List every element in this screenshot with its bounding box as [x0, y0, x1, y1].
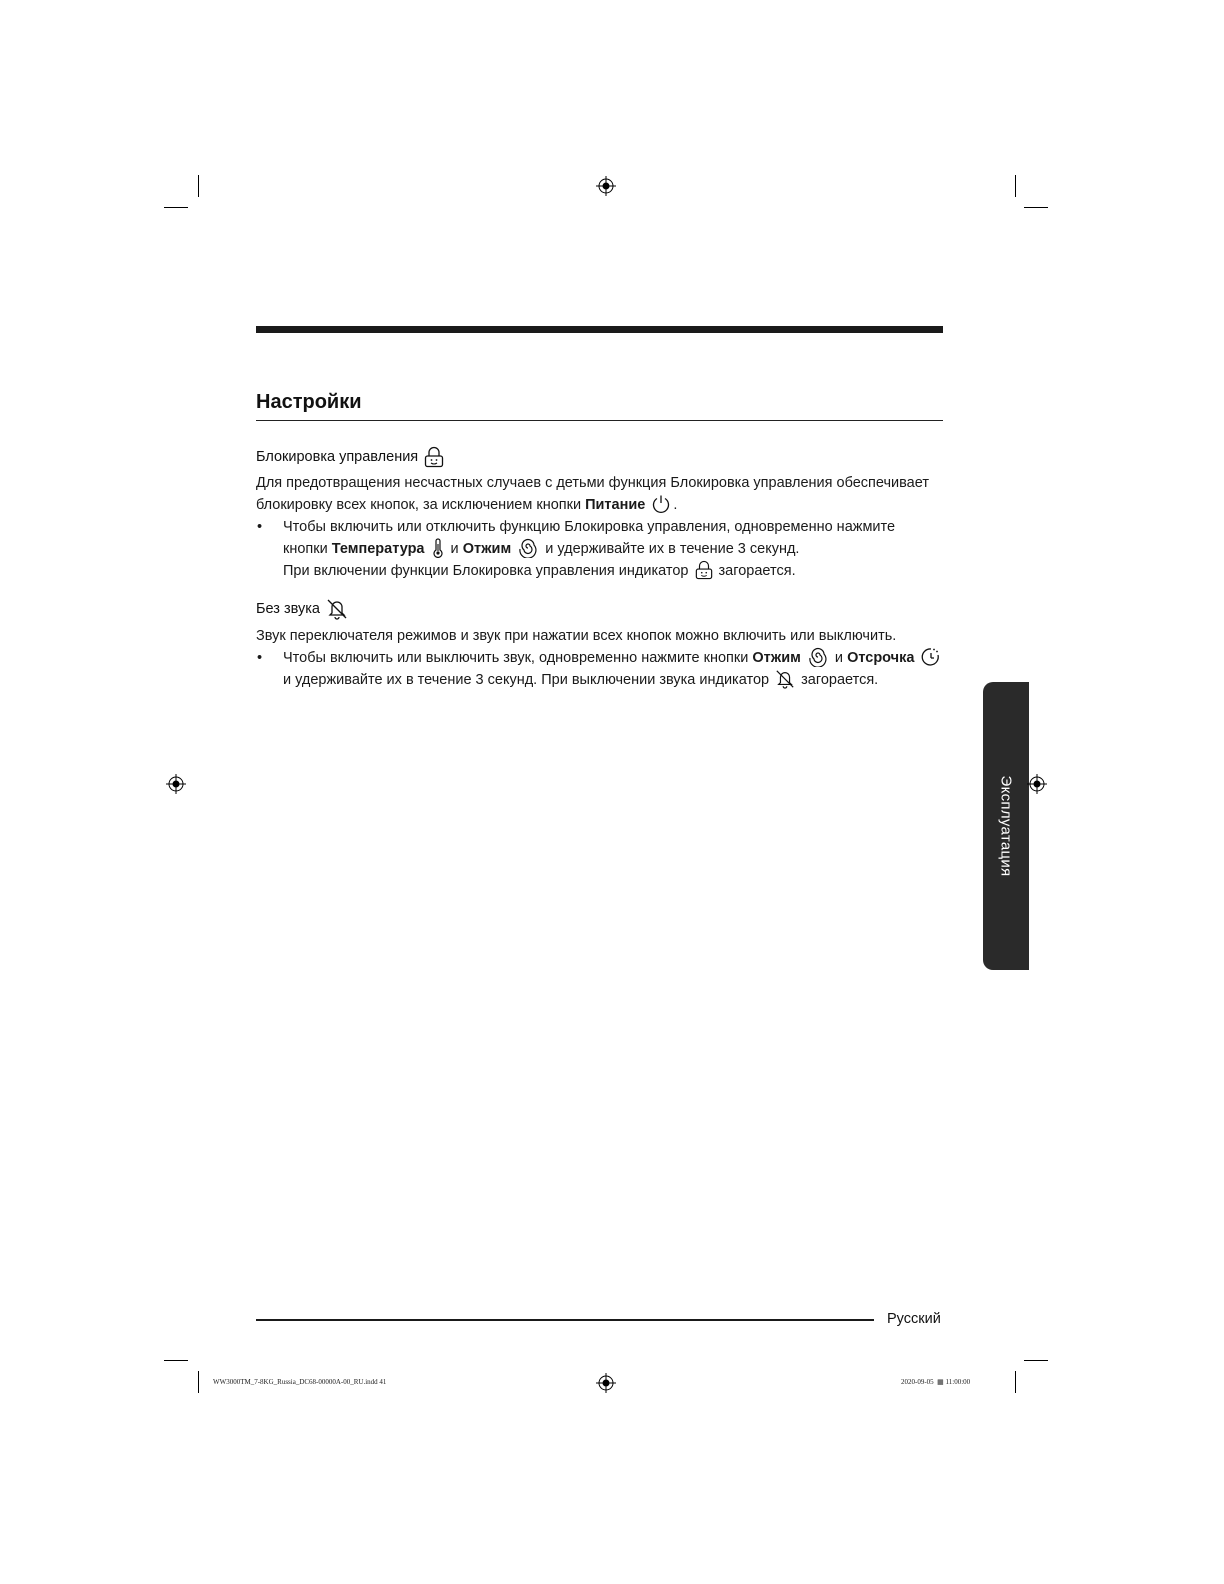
text-span: . — [673, 497, 678, 513]
crop-mark — [1024, 1360, 1048, 1361]
mute-heading-text: Без звука — [256, 601, 320, 617]
text-span: кнопки — [283, 541, 332, 557]
lock-indicator-icon — [695, 560, 713, 580]
delay-timer-icon — [920, 647, 942, 667]
print-slug-right: 2020-09-05 ▦ 11:00:00 — [901, 1378, 971, 1386]
crop-mark — [164, 207, 188, 208]
child-lock-bullet-line1: Чтобы включить или отключить функцию Блокировка управления, одновременно нажмите — [283, 519, 896, 535]
registration-mark-icon — [596, 176, 616, 196]
child-lock-heading-text: Блокировка управления — [256, 449, 419, 465]
text-span: При включении функции Блокировка управления индикатор — [283, 563, 693, 579]
child-lock-heading — [256, 446, 444, 468]
text-span: и — [446, 541, 463, 557]
text-span: и удерживайте их в течение 3 секунд. При выключении звука индикатор — [283, 672, 774, 688]
child-lock-description-line2 — [256, 494, 677, 516]
power-icon — [651, 494, 671, 514]
lock-icon — [424, 446, 444, 468]
mute-description: Звук переключателя режимов и звук при нажатии всех кнопок можно включить или выключить. — [256, 628, 897, 644]
chapter-side-tab — [983, 682, 1029, 970]
text-span: и — [830, 650, 848, 666]
text-span: загорается. — [797, 672, 879, 688]
spin-icon — [807, 647, 829, 667]
child-lock-description-line1: Для предотвращения несчастных случаев с детьми функция Блокировка управления обеспечивает — [256, 475, 929, 491]
crop-mark — [198, 175, 199, 197]
text-span: блокировку всех кнопок, за исключением кнопки — [256, 497, 586, 513]
mute-bullet-line1 — [283, 647, 944, 669]
footer-divider — [256, 1319, 874, 1321]
chapter-side-tab-label: Эксплуатация — [997, 775, 1015, 877]
delay-button-label: Отсрочка — [847, 650, 915, 666]
crop-mark — [1024, 207, 1048, 208]
bullet-marker: • — [257, 650, 263, 666]
registration-mark-icon — [596, 1373, 616, 1393]
spin-icon — [517, 538, 539, 558]
crop-mark — [198, 1371, 199, 1393]
crop-mark — [1015, 175, 1016, 197]
mute-bullet-line2 — [283, 669, 878, 691]
mute-bell-icon — [326, 598, 348, 620]
temperature-button-label: Температура — [331, 541, 425, 557]
spin-button-label: Отжим — [752, 650, 801, 666]
text-span: и удерживайте их в течение 3 секунд. — [541, 541, 800, 557]
child-lock-bullet-line2 — [283, 538, 799, 560]
spin-button-label: Отжим — [462, 541, 512, 557]
print-slug-left: WW3000TM_7-8KG_Russia_DC68-00000A-00_RU.indd 41 — [213, 1378, 387, 1386]
bullet-marker: • — [257, 519, 263, 535]
thermometer-icon — [431, 538, 445, 558]
header-bar — [256, 326, 943, 333]
text-span: Чтобы включить или выключить звук, одновременно нажмите кнопки — [283, 650, 753, 666]
mute-indicator-icon — [775, 669, 795, 689]
crop-mark — [164, 1360, 188, 1361]
text-span: загорается. — [714, 563, 796, 579]
mute-heading — [256, 598, 348, 620]
registration-mark-icon — [1027, 774, 1047, 794]
footer-language: Русский — [887, 1311, 941, 1327]
child-lock-bullet-line3 — [283, 560, 796, 582]
page-title: Настройки — [256, 391, 362, 413]
registration-mark-icon — [166, 774, 186, 794]
title-divider — [256, 420, 943, 421]
power-button-label: Питание — [585, 497, 646, 513]
crop-mark — [1015, 1371, 1016, 1393]
